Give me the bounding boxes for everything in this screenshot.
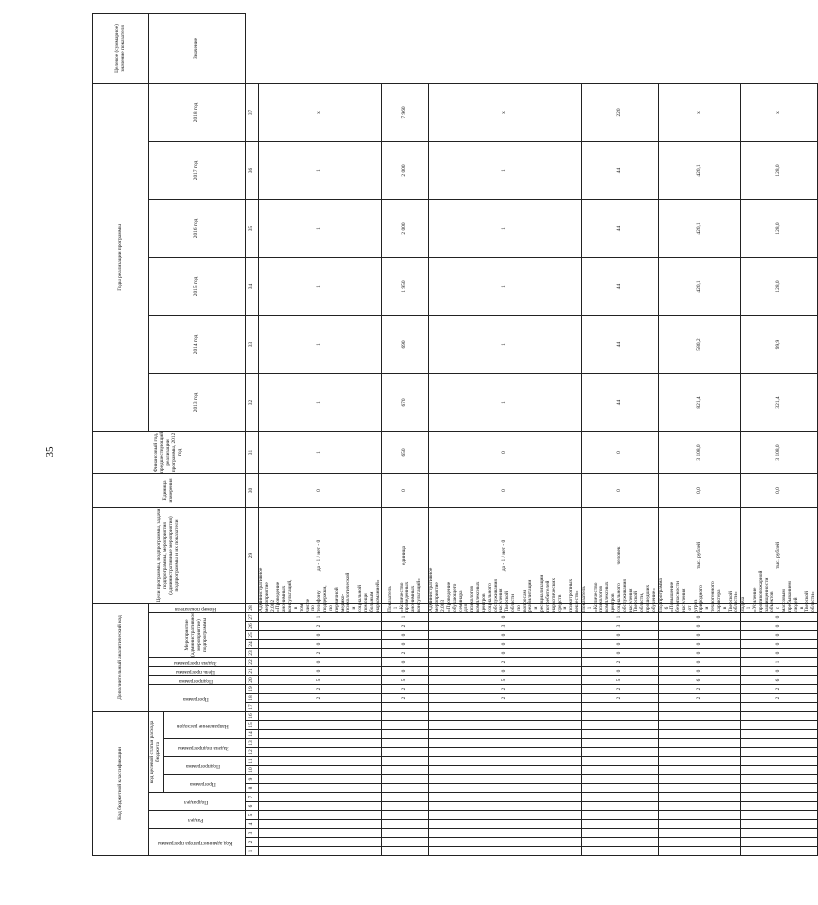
extra-code-header: Дополнительный аналитический код bbox=[93, 603, 149, 711]
code-digit: 0 bbox=[382, 640, 429, 649]
row-2016: 128,0 bbox=[741, 257, 818, 315]
row-2013: 1 bbox=[259, 431, 382, 473]
code-digit: 3 bbox=[581, 622, 658, 631]
code-digit: 2 bbox=[382, 694, 429, 703]
row-target: 220 bbox=[581, 83, 658, 141]
col-num: 20 bbox=[246, 676, 259, 685]
rotated-table-sheet bbox=[92, 22, 817, 856]
row-2012: 0 bbox=[259, 473, 382, 507]
code-digit: 2 bbox=[382, 622, 429, 631]
col-num: 22 bbox=[246, 658, 259, 667]
code-digit: 0 bbox=[259, 658, 382, 667]
code-digit: 0 bbox=[382, 631, 429, 640]
col-num: 28 bbox=[246, 603, 259, 612]
code-digit: 0 bbox=[259, 640, 382, 649]
table-row bbox=[429, 13, 582, 855]
col-num: 24 bbox=[246, 640, 259, 649]
col-num: 17 bbox=[246, 703, 259, 712]
row-2015: 1 bbox=[259, 315, 382, 373]
row-name: Подпрограмма 6 «Повышение безопасности населения от угроз природного и техногенного характера в Тверской области» bbox=[657, 578, 740, 612]
value-header: Значение bbox=[149, 13, 246, 83]
row-2014: 670 bbox=[382, 373, 429, 431]
col-num: 27 bbox=[246, 613, 259, 622]
col-num: 5 bbox=[246, 811, 259, 820]
row-2013: 3 108,0 bbox=[658, 431, 741, 473]
code-digit: 0 bbox=[741, 631, 818, 640]
code-digit: 0 bbox=[741, 622, 818, 631]
expense-direction-header: Направление расходов bbox=[177, 722, 229, 729]
row-name: Показатель 1 «Количество психологов комплексных центров социального обслуживания населения Тверской области, прошедших обучение» bbox=[580, 579, 657, 612]
row-2018: 420,1 bbox=[658, 141, 741, 199]
row-2014: 821,4 bbox=[658, 373, 741, 431]
code-digit: 0 bbox=[429, 649, 582, 658]
ac-subprogram-header: Подпрограмма bbox=[178, 677, 213, 684]
row-2016: 44 bbox=[581, 257, 658, 315]
row-name: Административное мероприятие 2.003 «Проведение обучающего семинара для психологов комплексных центров социального обслуживания населения Тверской области по вопросам реабилитации и ресоциализации потребителей наркотических средств и психотропных веществ» bbox=[428, 567, 581, 612]
ac-program-goal-header: Цель программы bbox=[176, 668, 215, 675]
row-2015: 99,9 bbox=[741, 315, 818, 373]
code-digit: 2 bbox=[581, 658, 658, 667]
col-num: 14 bbox=[246, 730, 259, 739]
row-name: Задача 1 «Усиление противопожарной защищенности объектов с массовым пребыванием людей в Тверской области» bbox=[740, 570, 817, 612]
row-2016: 1 950 bbox=[382, 257, 429, 315]
row-2014: 44 bbox=[581, 373, 658, 431]
year-2018-header: 2018 год bbox=[149, 83, 246, 141]
unit-header: Единица измерения bbox=[93, 473, 246, 507]
row-2017: 44 bbox=[581, 199, 658, 257]
code-digit: 0 bbox=[259, 667, 382, 676]
code-digit: 2 bbox=[429, 658, 582, 667]
row-2012: 0 bbox=[581, 473, 658, 507]
row-2018: 128,0 bbox=[741, 141, 818, 199]
code-digit: 5 bbox=[429, 676, 582, 685]
row-2013: 0 bbox=[581, 431, 658, 473]
col-num: 33 bbox=[246, 315, 259, 373]
col-num: 2 bbox=[246, 838, 259, 847]
row-2014: 321,4 bbox=[741, 373, 818, 431]
row-2018: 1 bbox=[259, 141, 382, 199]
row-2013: 650 bbox=[382, 431, 429, 473]
code-digit: 0 bbox=[658, 640, 741, 649]
col-num: 26 bbox=[246, 622, 259, 631]
col-num: 37 bbox=[246, 83, 259, 141]
col-num: 21 bbox=[246, 667, 259, 676]
col-num: 8 bbox=[246, 784, 259, 793]
col-num: 36 bbox=[246, 141, 259, 199]
code-digit: 1 bbox=[741, 658, 818, 667]
table-row bbox=[658, 13, 741, 855]
table-row bbox=[382, 13, 429, 855]
code-digit: 0 bbox=[429, 640, 582, 649]
subsection-header: Подраздел bbox=[183, 799, 208, 806]
row-target: x bbox=[429, 83, 582, 141]
col-num: 16 bbox=[246, 712, 259, 721]
col-num: 25 bbox=[246, 631, 259, 640]
code-digit: 2 bbox=[741, 685, 818, 694]
code-digit: 2 bbox=[581, 685, 658, 694]
code-digit: 2 bbox=[429, 694, 582, 703]
col-num: 11 bbox=[246, 757, 259, 766]
col-num: 6 bbox=[246, 802, 259, 811]
col-num: 23 bbox=[246, 649, 259, 658]
col-num: 29 bbox=[246, 507, 259, 603]
year-2017-header: 2017 год bbox=[149, 141, 246, 199]
code-digit: 0 bbox=[429, 631, 582, 640]
target-value-header: Целевое (суммарное) значение показателя bbox=[93, 13, 149, 83]
code-digit: 0 bbox=[581, 640, 658, 649]
table-row bbox=[259, 13, 382, 855]
code-digit: 6 bbox=[741, 676, 818, 685]
row-unit: тыс. рублей bbox=[741, 507, 818, 603]
row-2015: 580,2 bbox=[658, 315, 741, 373]
code-digit: 1 bbox=[259, 613, 382, 622]
row-2012: 0 bbox=[382, 473, 429, 507]
row-unit: человек bbox=[581, 507, 658, 603]
row-2017: 1 bbox=[429, 199, 582, 257]
code-digit: 5 bbox=[259, 676, 382, 685]
row-unit: единица bbox=[382, 507, 429, 603]
year-2014-header: 2014 год bbox=[149, 315, 246, 373]
ac-event-header: Мероприятие (административное мероприятие) подпрограммы bbox=[149, 613, 246, 658]
kbk-target-header: код целевой статьи расхода бюджета bbox=[149, 712, 164, 793]
row-2016: 1 bbox=[429, 257, 582, 315]
ac-indicator-num-header: Номер показателя bbox=[175, 605, 217, 612]
code-digit: 2 bbox=[581, 694, 658, 703]
row-unit: да - 1 / нет - 0 bbox=[259, 507, 382, 603]
code-digit: 0 bbox=[741, 649, 818, 658]
code-digit: 2 bbox=[658, 694, 741, 703]
row-target: x bbox=[741, 83, 818, 141]
code-digit: 2 bbox=[382, 649, 429, 658]
row-target: x bbox=[259, 83, 382, 141]
col-num: 12 bbox=[246, 748, 259, 757]
row-2014: 1 bbox=[429, 373, 582, 431]
code-digit: 2 bbox=[382, 685, 429, 694]
col-num: 34 bbox=[246, 257, 259, 315]
col-num: 7 bbox=[246, 793, 259, 802]
code-digit: 0 bbox=[658, 622, 741, 631]
row-2012: 0,0 bbox=[741, 473, 818, 507]
code-digit: 2 bbox=[259, 649, 382, 658]
section-header: Раздел bbox=[187, 817, 204, 824]
code-digit: 0 bbox=[741, 667, 818, 676]
code-digit: 2 bbox=[259, 685, 382, 694]
code-digit: 0 bbox=[382, 667, 429, 676]
row-2017: 420,1 bbox=[658, 199, 741, 257]
row-2018: 44 bbox=[581, 141, 658, 199]
code-digit: 0 bbox=[658, 658, 741, 667]
year-2015-header: 2015 год bbox=[149, 257, 246, 315]
code-digit: 0 bbox=[581, 631, 658, 640]
code-digit: 0 bbox=[581, 667, 658, 676]
code-digit: 2 bbox=[658, 685, 741, 694]
code-digit: 6 bbox=[658, 676, 741, 685]
col-num: 13 bbox=[246, 739, 259, 748]
years-of-program-header: Годы реализации программы bbox=[93, 83, 149, 431]
row-2016: 1 bbox=[259, 257, 382, 315]
row-2017: 1 bbox=[259, 199, 382, 257]
col-num: 15 bbox=[246, 721, 259, 730]
code-digit: 1 bbox=[382, 613, 429, 622]
row-2017: 2 000 bbox=[382, 199, 429, 257]
fiscal-year-header: Финансовый год, предшествующий реализации программы, 2012 год bbox=[93, 431, 246, 473]
row-2017: 128,0 bbox=[741, 199, 818, 257]
code-digit: 5 bbox=[581, 676, 658, 685]
col-num: 19 bbox=[246, 685, 259, 694]
code-digit: 0 bbox=[429, 667, 582, 676]
ac-program-task-header: Задача программы bbox=[174, 659, 217, 666]
row-target: x bbox=[658, 83, 741, 141]
row-2014: 1 bbox=[259, 373, 382, 431]
ac-program-header: Программа bbox=[182, 695, 209, 702]
code-digit: 5 bbox=[382, 676, 429, 685]
row-2013: 3 108,0 bbox=[741, 431, 818, 473]
code-digit: 0 bbox=[741, 613, 818, 622]
col-num: 9 bbox=[246, 775, 259, 784]
col-num: 4 bbox=[246, 820, 259, 829]
column-number-row bbox=[246, 13, 259, 855]
col-num: 3 bbox=[246, 829, 259, 838]
row-name: Административное мероприятие 2.002 «Проведение анонимных консультаций, в том числе по телефону поддержки, по первичной медико-психологической и социальной помощи больным наркоманией» bbox=[258, 567, 381, 612]
table-row bbox=[581, 13, 658, 855]
row-2015: 1 bbox=[429, 315, 582, 373]
code-digit: 2 bbox=[259, 622, 382, 631]
row-2012: 0,0 bbox=[658, 473, 741, 507]
code-digit: 0 bbox=[581, 649, 658, 658]
code-digit: 0 bbox=[741, 640, 818, 649]
code-digit: 0 bbox=[658, 649, 741, 658]
year-2016-header: 2016 год bbox=[149, 199, 246, 257]
col-num: 32 bbox=[246, 373, 259, 431]
code-digit: 0 bbox=[429, 613, 582, 622]
code-digit: 0 bbox=[382, 658, 429, 667]
code-digit: 0 bbox=[658, 667, 741, 676]
code-digit: 0 bbox=[658, 613, 741, 622]
code-digit: 0 bbox=[658, 631, 741, 640]
code-digit: 2 bbox=[429, 685, 582, 694]
col-num: 18 bbox=[246, 694, 259, 703]
col-num: 10 bbox=[246, 766, 259, 775]
code-digit: 2 bbox=[741, 694, 818, 703]
code-digit: 3 bbox=[429, 622, 582, 631]
col-num: 35 bbox=[246, 199, 259, 257]
row-name: Показатель 1 «Количество проведенных анонимных консультаций» bbox=[382, 603, 429, 612]
subprogram-header: Подпрограмма bbox=[186, 763, 221, 770]
row-2012: 0 bbox=[429, 473, 582, 507]
page-number: 35 bbox=[44, 446, 56, 458]
row-2015: 44 bbox=[581, 315, 658, 373]
row-2013: 0 bbox=[429, 431, 582, 473]
code-digit: 2 bbox=[259, 694, 382, 703]
row-2016: 420,1 bbox=[658, 257, 741, 315]
kbk-header: Код бюджетной классификации bbox=[93, 712, 149, 856]
row-unit: тыс. рублей bbox=[658, 507, 741, 603]
row-2015: 690 bbox=[382, 315, 429, 373]
program-header: Программа bbox=[190, 781, 216, 788]
col-num: 31 bbox=[246, 431, 259, 473]
admin-code-header: Код администратора программы bbox=[158, 839, 233, 846]
names-header: Цели программы, подпрограммы, задачи подпрограммы, мероприятия (административные мероприятия) подпрограммы и их показатели bbox=[93, 507, 246, 603]
program-table bbox=[92, 13, 818, 856]
table-row bbox=[741, 13, 818, 855]
code-digit: 1 bbox=[581, 613, 658, 622]
row-target: 7 960 bbox=[382, 83, 429, 141]
col-num: 30 bbox=[246, 473, 259, 507]
col-num: 1 bbox=[246, 847, 259, 856]
row-2018: 1 bbox=[429, 141, 582, 199]
task-header: Задача подпрограммы bbox=[177, 745, 229, 752]
year-2013-header: 2013 год bbox=[149, 373, 246, 431]
row-unit: да - 1 / нет - 0 bbox=[429, 507, 582, 603]
row-2018: 2 000 bbox=[382, 141, 429, 199]
code-digit: 0 bbox=[259, 631, 382, 640]
